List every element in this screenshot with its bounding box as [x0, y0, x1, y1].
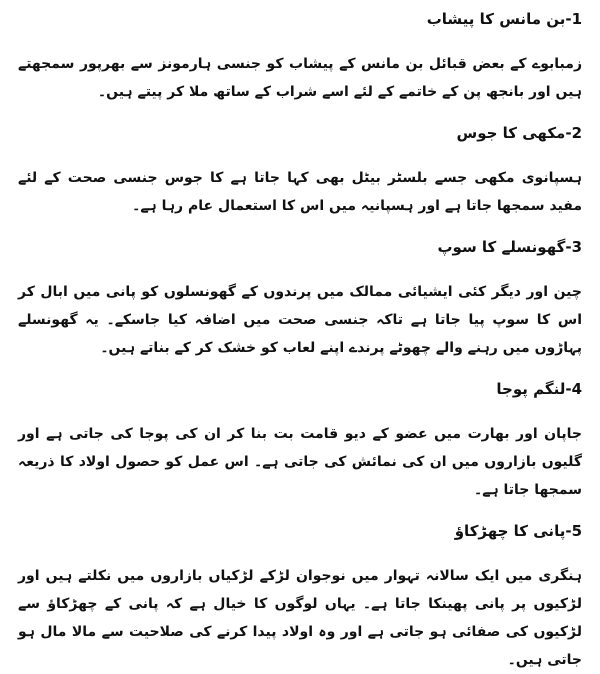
- section-paragraph: زمبابوے کے بعض قبائل بن مانس کے پیشاب کو جنسی ہارمونز سے بھرپور سمجھتے ہیں اور بانجھ پن کے خاتمے کے لئے اسے شراب کے ساتھ ملا کر پیتے ہیں۔: [18, 56, 582, 100]
- section-heading: 2-مکھی کا جوس: [456, 124, 582, 142]
- section-paragraph: ہنگری میں ایک سالانہ تہوار میں نوجوان لڑکے لڑکیاں بازاروں میں نکلتے ہیں اور لڑکیوں پر پانی پھینکا جاتا ہے۔ یہاں لوگوں کا خیال ہے کہ پانی کے چھڑکاؤ سے لڑکیوں کی صفائی ہو جاتی ہے اور وہ اولاد پیدا کرنے کی صلاحیت سے مالا مال ہو جاتی ہیں۔: [18, 568, 582, 668]
- section-2: [18, 122, 582, 220]
- section-heading: 1-بن مانس کا پیشاب: [426, 10, 582, 28]
- section-paragraph: جاپان اور بھارت میں عضو کے دیو قامت بت بنا کر ان کی پوجا کی جاتی ہے اور گلیوں بازاروں میں ان کی نمائش کی جاتی ہے۔ اس عمل کو حصول اولاد کا ذریعہ سمجھا جاتا ہے۔: [18, 426, 582, 498]
- section-1: [18, 8, 582, 106]
- section-heading: 3-گھونسلے کا سوپ: [437, 238, 582, 256]
- section-3: [18, 236, 582, 362]
- section-heading: 5-پانی کا چھڑکاؤ: [454, 522, 582, 540]
- section-paragraph: چین اور دیگر کئی ایشیائی ممالک میں پرندوں کے گھونسلوں کو پانی میں ابال کر اس کا سوپ پیا جاتا ہے تاکہ جنسی صحت میں اضافہ کیا جاسکے۔ یہ گھونسلے پہاڑوں میں رہنے والے چھوٹے پرندے اپنے لعاب کو خشک کر کے بناتے ہیں۔: [18, 284, 582, 356]
- section-4: [18, 378, 582, 504]
- section-paragraph: ہسپانوی مکھی جسے بلسٹر بیٹل بھی کہا جاتا ہے کا جوس جنسی صحت کے لئے مفید سمجھا جاتا ہے اور ہسپانیہ میں اس کا استعمال عام رہا ہے۔: [18, 170, 582, 214]
- section-5: [18, 520, 582, 674]
- section-heading: 4-لنگم پوجا: [496, 380, 582, 398]
